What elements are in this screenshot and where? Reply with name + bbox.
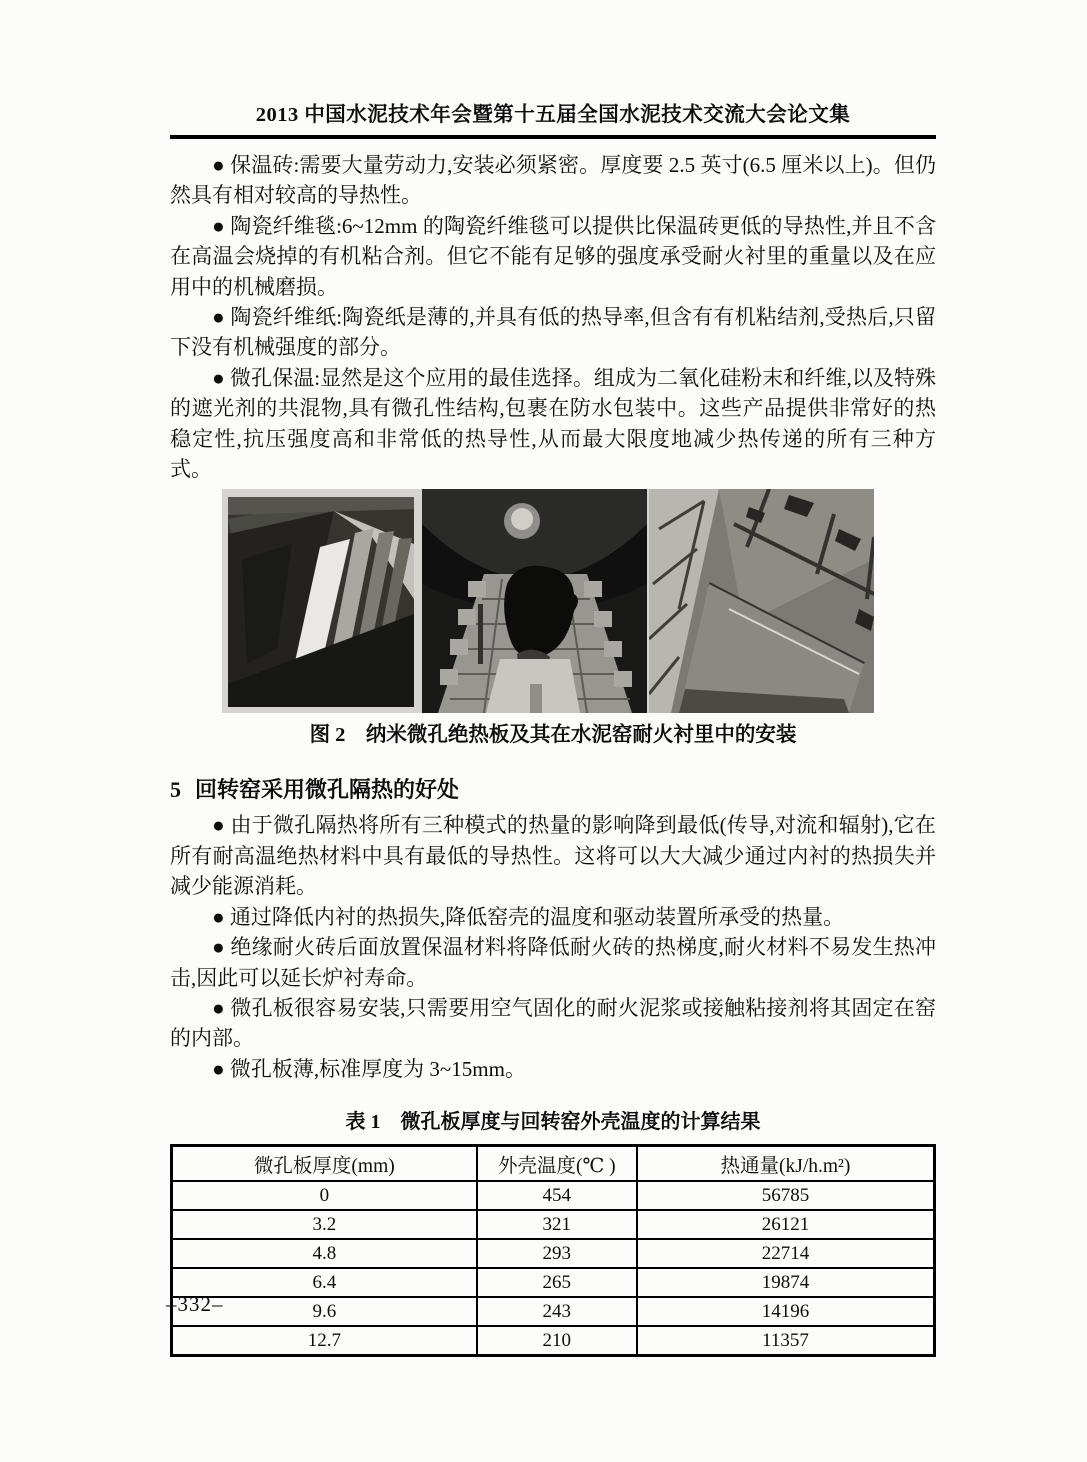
- bullet-paragraph-thermal-gradient: ● 绝缘耐火砖后面放置保温材料将降低耐火砖的热梯度,耐火材料不易发生热冲击,因此可以延长炉衬寿命。: [170, 935, 936, 990]
- bullet-paragraph-microporous-insulation: ● 微孔保温:显然是这个应用的最佳选择。组成为二氧化硅粉末和纤维,以及特殊的遮光剂的共混物,具有微孔性结构,包裹在防水包装中。这些产品提供非常好的热稳定性,抗压强度高和非常低的热导性,从而最大限度地减少热传递的所有三种方式。: [170, 365, 936, 482]
- kiln-interior-illustration: [422, 489, 647, 713]
- bullet-paragraph-ceramic-fiber-blanket: ● 陶瓷纤维毯:6~12mm 的陶瓷纤维毯可以提供比保温砖更低的导热性,并且不含在高温会烧掉的有机粘合剂。但它不能有足够的强度承受耐火衬里的重量以及在应用中的机械磨损。: [170, 213, 936, 299]
- page-number: –332–: [166, 1292, 224, 1316]
- table-cell: 56785: [637, 1181, 935, 1210]
- kiln-interior-installation-photo: [422, 489, 647, 713]
- refractory-brick-lining-photo: [649, 489, 874, 713]
- header-rule: [170, 135, 936, 139]
- table-cell: 3.2: [172, 1210, 477, 1239]
- table-row: [172, 1297, 935, 1326]
- table-row: [172, 1268, 935, 1297]
- table-header-thickness: 微孔板厚度(mm): [172, 1146, 477, 1182]
- bullet-paragraph-ceramic-fiber-paper: ● 陶瓷纤维纸:陶瓷纸是薄的,并具有低的热导率,但含有有机粘结剂,受热后,只留下没有机械强度的部分。: [170, 305, 936, 360]
- table-cell: 12.7: [172, 1326, 477, 1356]
- table-cell: 4.8: [172, 1239, 477, 1268]
- table-cell: 293: [477, 1239, 637, 1268]
- table-cell: 321: [477, 1210, 637, 1239]
- bullet-paragraph-three-heat-modes: ● 由于微孔隔热将所有三种模式的热量的影响降到最低(传导,对流和辐射),它在所有耐高温绝热材料中具有最低的导热性。这将可以大大减少通过内衬的热损失并减少能源消耗。: [170, 813, 936, 899]
- insulation-boards-illustration: [222, 489, 420, 713]
- table-1-caption: 表 1 微孔板厚度与回转窑外壳温度的计算结果: [345, 1111, 761, 1134]
- table-cell: 243: [477, 1297, 637, 1326]
- table-cell: 22714: [637, 1239, 935, 1268]
- bullet-paragraph-thin-board: ● 微孔板薄,标准厚度为 3~15mm。: [212, 1056, 526, 1081]
- table-cell: 210: [477, 1326, 637, 1356]
- table-header-heat-flux: 热通量(kJ/h.m²): [637, 1146, 935, 1182]
- table-header-shell-temp: 外壳温度(℃ ): [477, 1146, 637, 1182]
- bullet-paragraph-insulating-brick: ● 保温砖:需要大量劳动力,安装必须紧密。厚度要 2.5 英寸(6.5 厘米以上)。但仍然具有相对较高的导热性。: [170, 153, 936, 208]
- table-cell: 26121: [637, 1210, 935, 1239]
- table-cell: 6.4: [172, 1268, 477, 1297]
- section-number: 5: [170, 777, 181, 803]
- table-cell: 14196: [637, 1297, 935, 1326]
- table-cell: 19874: [637, 1268, 935, 1297]
- table-cell: 265: [477, 1268, 637, 1297]
- table-cell: 454: [477, 1181, 637, 1210]
- bullet-paragraph-shell-temperature: ● 通过降低内衬的热损失,降低窑壳的温度和驱动装置所承受的热量。: [212, 904, 845, 929]
- table-row: [172, 1326, 935, 1356]
- proceedings-header-title: 2013 中国水泥技术年会暨第十五届全国水泥技术交流大会论文集: [255, 104, 851, 126]
- table-1-shell-temperature: [170, 1144, 936, 1357]
- bullet-paragraph-easy-installation: ● 微孔板很容易安装,只需要用空气固化的耐火泥浆或接触粘接剂将其固定在窑的内部。: [170, 995, 936, 1051]
- table-row: [172, 1210, 935, 1239]
- table-cell: 11357: [637, 1326, 935, 1356]
- table-cell: 0: [172, 1181, 477, 1210]
- brick-lining-illustration: [649, 489, 874, 713]
- page-content: [170, 0, 936, 1357]
- intro-paragraphs: [170, 150, 936, 484]
- section-5-heading: [170, 775, 936, 805]
- figure-2-photos: [222, 489, 874, 713]
- section-title: 回转窑采用微孔隔热的好处: [195, 777, 460, 803]
- section-paragraphs: [170, 810, 936, 1084]
- table-cell: 9.6: [172, 1297, 477, 1326]
- table-header-row: [172, 1146, 935, 1182]
- figure-2-caption: 图 2 纳米微孔绝热板及其在水泥窑耐火衬里中的安装: [309, 724, 797, 747]
- microporous-insulation-boards-photo: [222, 489, 420, 713]
- table-row: [172, 1239, 935, 1268]
- table-row: [172, 1181, 935, 1210]
